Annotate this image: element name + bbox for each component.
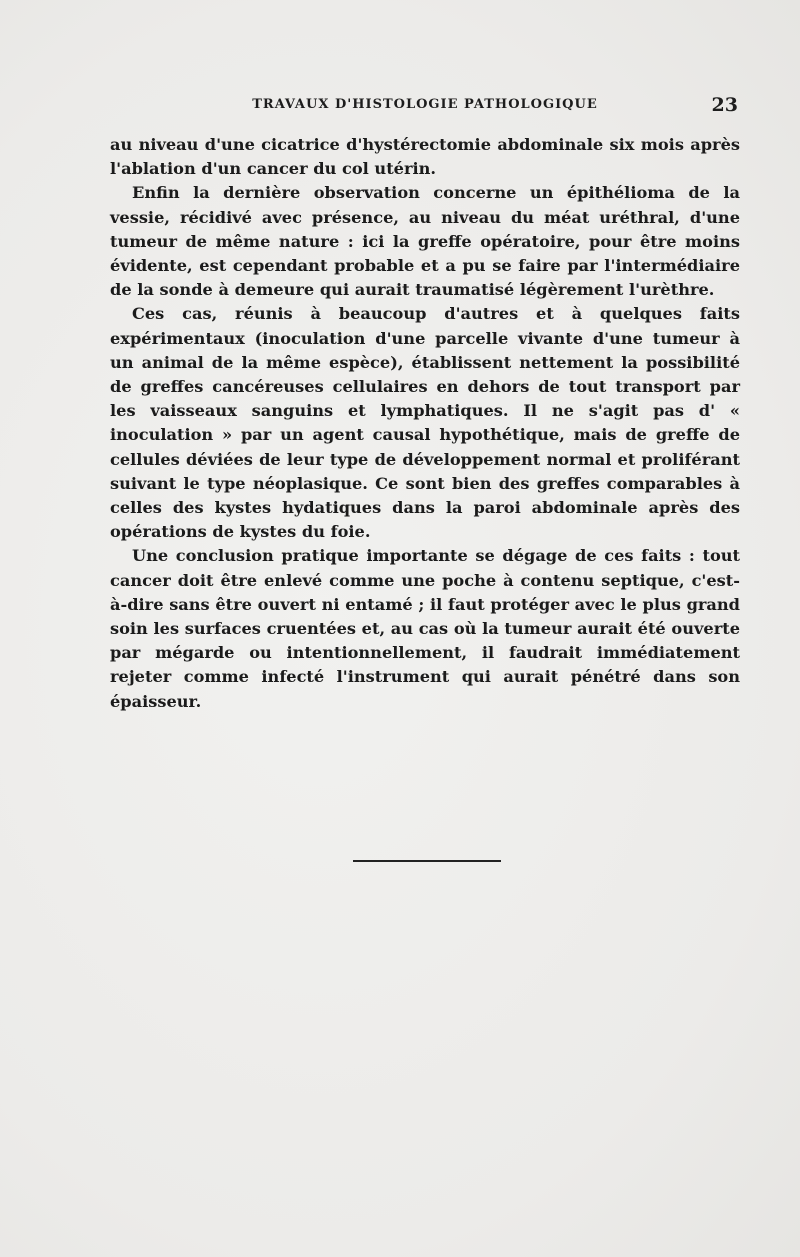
paragraph-continuation: au niveau d'une cicatrice d'hystérectomie abdominale six mois après l'ablation d'un cancer du col utérin. (110, 135, 740, 179)
paragraph-cancer-grafts: Ces cas, réunis à beaucoup d'autres et à quelques faits expérimentaux (inoculation d'une parcelle vivante d'une tumeur à un animal de la même espèce), établissent nettement la possibilité de greffes cancéreuses cellulaires en dehors de tout transport par les vaisseaux sanguins et lymphatiques. Il ne s'agit pas d' « inoculation » par un agent causal hypothétique, mais de greffe de cellules déviées de leur type de développement normal et proliférant suivant le type néoplasique. Ce sont bien des greffes comparables à celles des kystes hydatiques dans la paroi abdominale après des opérations de kystes du foie. (110, 304, 740, 542)
paragraph-last-observation: Enfin la dernière observation concerne un épithélioma de la vessie, récidivé avec présence, au niveau du méat uréthral, d'une tumeur de même nature : ici la greffe opératoire, pour être moins évidente, est cependant probable et a pu se faire par l'intermédiaire de la sonde à demeure qui aurait traumatisé légèrement l'urèthre. (110, 183, 740, 300)
paragraph-practical-conclusion: Une conclusion pratique importante se dégage de ces faits : tout cancer doit être enlevé comme une poche à contenu septique, c'est-à-dire sans être ouvert ni entamé ; il faut protéger avec le plus grand soin les surfaces cruentées et, au cas où la tumeur aurait été ouverte par mégarde ou intentionnellement, il faudrait immédiatement rejeter comme infecté l'instrument qui aurait pénétré dans son épaisseur. (110, 546, 740, 711)
section-end-rule (353, 860, 501, 862)
running-title: TRAVAUX D'HISTOLOGIE PATHOLOGIQUE (252, 97, 598, 112)
page-number: 23 (711, 94, 738, 116)
running-head (110, 94, 740, 121)
body-text (110, 133, 740, 714)
